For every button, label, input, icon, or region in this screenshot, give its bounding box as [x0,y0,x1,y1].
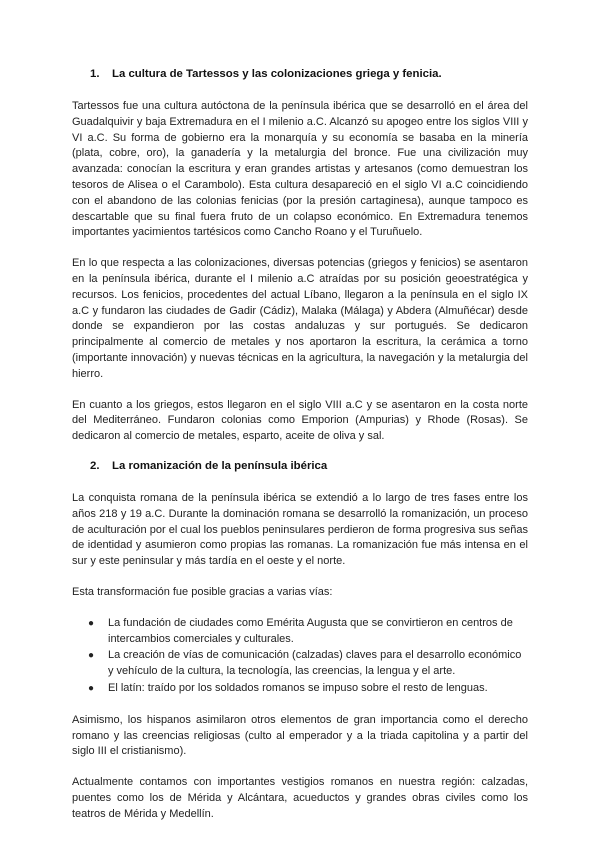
bullet-list [72,616,528,697]
paragraph-tartessos: Tartessos fue una cultura autóctona de la península ibérica que se desarrolló en el área del Guadalquivir y baja Extremadura en el I milenio a.C. Alcanzó su apogeo entre los siglos VIII y VI a.C. Su forma de gobierno era la monarquía y su economía se basaba en la minería (plata, cobre, oro), la ganadería y la metalurgia del bronce. Fue una civilización muy avanzada: conocían la escritura y eran grandes artistas y artesanos (como demuestran los tesoros de Alisea o el Carambolo). Esta cultura desapareció en el siglo VI a.C coincidiendo con el abandono de las colonias fenicias (por la presión cartaginesa), aunque tampoco es descartable que su final fuera fruto de un colapso económico. En Extremadura tenemos importantes yacimientos tartésicos como Cancho Roano y el Turuñuelo. [72,100,528,239]
section-number: 1. [90,68,100,80]
list-item [72,681,528,697]
section-heading-tartessos [72,66,528,82]
paragraph-conquista: La conquista romana de la península ibérica se extendió a lo largo de tres fases entre los años 218 y 19 a.C. Durante la dominación romana se desarrolló la romanización, un proceso de aculturación por el cual los pueblos peninsulares perdieron de forma progresiva sus señas de identidad y asumieron como propias las romanas. La romanización fue más intensa en el sur y este peninsular y más tardía en el oeste y el norte. [72,491,528,568]
list-item [72,648,528,680]
section-heading-romanizacion [72,458,528,474]
section-number: 2. [90,459,100,472]
paragraph-griegos: En cuanto a los griegos, estos llegaron en el siglo VIII a.C y se asentaron en la costa norte del Mediterráneo. Fundaron colonias como Emporion (Ampurias) y Rhode (Rosas). Se dedicaron al comercio de metales, esparto, aceite de oliva y sal. [72,398,528,443]
list-item-text: La creación de vías de comunicación (calzadas) claves para el desarrollo económico y vehículo de la cultura, la tecnología, las creencias, la lengua y el arte. [108,649,522,678]
list-item-text: El latín: traído por los soldados romanos se impuso sobre el resto de lenguas. [108,681,488,694]
paragraph-vestigios: Actualmente contamos con importantes vestigios romanos en nuestra región: calzadas, puentes como los de Mérida y Alcántara, acueductos y grandes obras civiles como los teatros de Mérida y Medellín. [72,776,528,820]
document-page [72,66,528,822]
bullet-icon: ● [88,682,95,694]
paragraph-asimismo: Asimismo, los hispanos asimilaron otros elementos de gran importancia como el derecho romano y las creencias religiosas (culto al emperador y a la triada capitolina y a partir del siglo III el cristianismo). [72,713,528,758]
list-item-text: La fundación de ciudades como Emérita Augusta que se convirtieron en centros de intercambios comerciales y culturales. [108,616,513,645]
bullet-icon: ● [88,650,95,662]
bullet-icon: ● [88,617,95,629]
list-item [72,616,528,648]
paragraph-vias-intro: Esta transformación fue posible gracias a varias vías: [72,585,333,598]
paragraph-colonizaciones: En lo que respecta a las colonizaciones, diversas potencias (griegos y fenicios) se asentaron en la península ibérica, durante el I milenio a.C atraídas por su posición geoestratégica y recursos. Los fenicios, procedentes del actual Líbano, llegaron a la península en el siglo IX a.C y fundaron las ciudades de Gadir (Cádiz), Malaka (Málaga) y Abdera (Almuñécar) desde donde se expandieron por las costas andaluzas y sur portugués. Se dedicaron principalmente al comercio de metales y nos aportaron la escritura, la cerámica a torno (importante innovación) y nuevas técnicas en la agricultura, la navegación y la metalurgia del hierro. [72,257,528,380]
section-title: La romanización de la península ibérica [112,459,328,472]
section-title: La cultura de Tartessos y las colonizaciones griega y fenicia. [112,68,442,80]
